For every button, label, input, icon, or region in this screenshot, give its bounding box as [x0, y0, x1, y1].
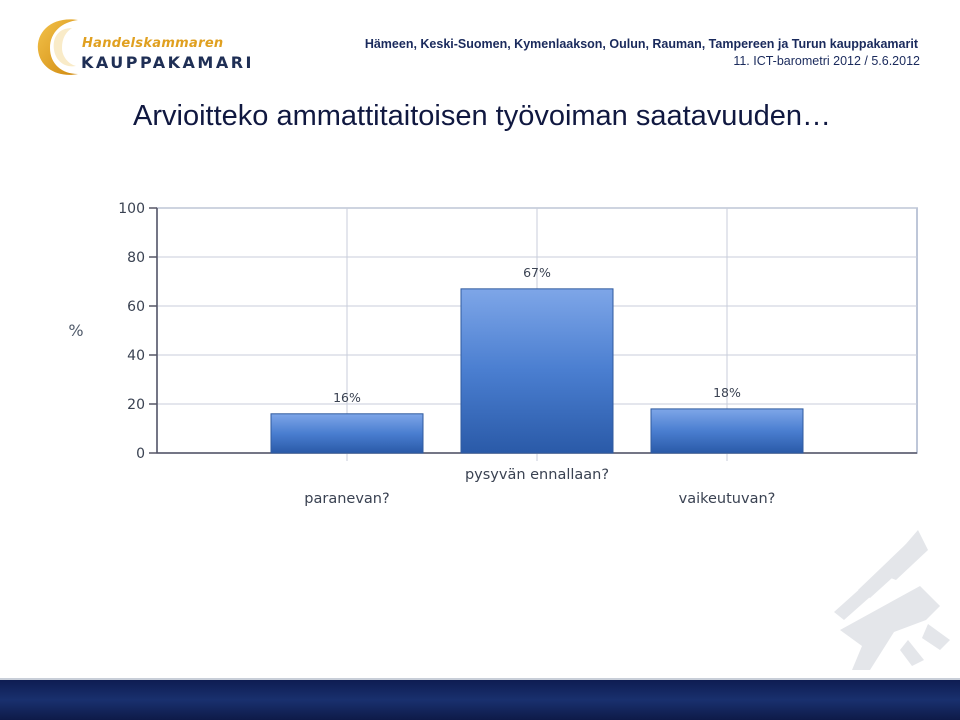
category-label: vaikeutuvan?: [678, 491, 776, 507]
header-barometer: 11. ICT-barometri 2012 / 5.6.2012: [733, 54, 920, 68]
bar: [651, 409, 803, 453]
chart-bars: [271, 289, 803, 453]
logo: [32, 14, 262, 80]
watermark-bird-icon: [800, 520, 960, 680]
bar-chart: [0, 190, 960, 530]
logo-text-bottom: KAUPPAKAMARI: [81, 53, 255, 72]
data-label: 18%: [713, 384, 741, 400]
y-tick-label: 40: [127, 348, 145, 364]
footer-band: [0, 680, 960, 720]
slide-title: Arvioitteko ammattitaitoisen työvoiman saatavuuden…: [133, 100, 831, 132]
bar: [271, 414, 423, 453]
header-chambers: Hämeen, Keski-Suomen, Kymenlaakson, Oulun, Rauman, Tampereen ja Turun kauppakamarit: [364, 37, 918, 51]
category-label: pysyvän ennallaan?: [464, 467, 610, 483]
data-label: 67%: [523, 264, 551, 280]
y-axis-label: %: [68, 321, 84, 340]
y-tick-label: 0: [136, 446, 145, 462]
chart-text: [68, 201, 775, 507]
logo-text-top: Handelskammaren: [82, 36, 224, 51]
y-tick-label: 20: [127, 397, 145, 413]
bar: [461, 289, 613, 453]
y-tick-label: 100: [118, 201, 145, 217]
category-label: paranevan?: [304, 491, 390, 507]
data-label: 16%: [333, 389, 361, 405]
y-tick-label: 60: [127, 299, 145, 315]
y-tick-label: 80: [127, 250, 145, 266]
